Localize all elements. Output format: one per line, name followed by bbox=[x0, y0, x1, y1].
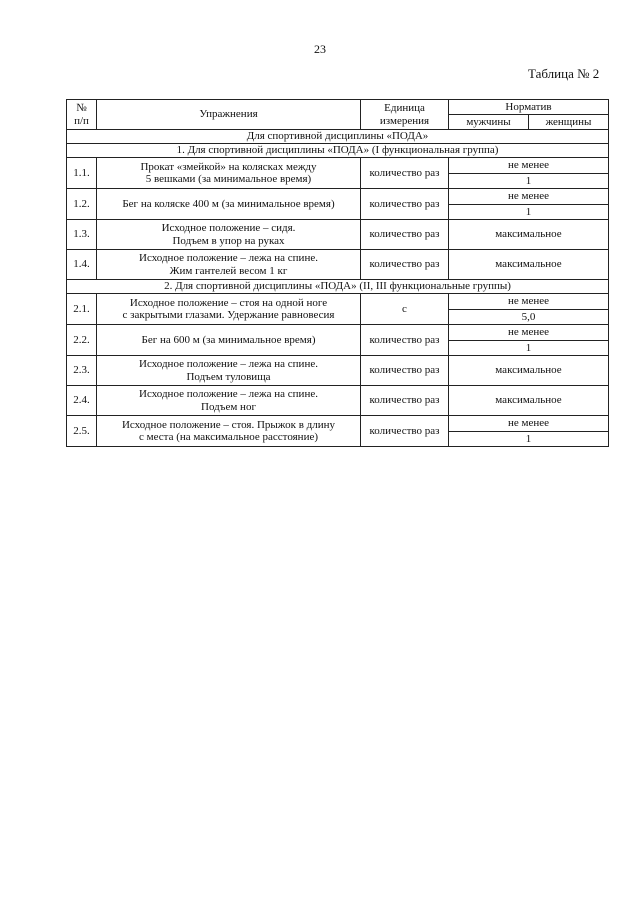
row-exercise: Бег на 600 м (за минимальное время) bbox=[97, 325, 361, 356]
row-number: 1.3. bbox=[67, 220, 97, 250]
row-number: 1.2. bbox=[67, 189, 97, 220]
row-exercise: Прокат «змейкой» на колясках между 5 вешками (за минимальное время) bbox=[97, 158, 361, 189]
row-number: 1.4. bbox=[67, 250, 97, 280]
table-row bbox=[67, 325, 609, 341]
row-unit: количество раз bbox=[361, 416, 449, 447]
page-number: 23 bbox=[314, 42, 326, 56]
header-men: мужчины bbox=[449, 115, 529, 130]
group-title-row bbox=[67, 144, 609, 158]
norms-table-body bbox=[67, 100, 609, 447]
table-row bbox=[67, 356, 609, 386]
row-unit: количество раз bbox=[361, 158, 449, 189]
row-exercise: Исходное положение – лежа на спине. Подъем ног bbox=[97, 386, 361, 416]
row-unit: количество раз bbox=[361, 220, 449, 250]
row-norm-value: 1 bbox=[449, 174, 609, 189]
row-number: 2.3. bbox=[67, 356, 97, 386]
discipline-title-row bbox=[67, 130, 609, 144]
row-norm-label: не менее bbox=[449, 158, 609, 174]
discipline-title: Для спортивной дисциплины «ПОДА» bbox=[67, 130, 609, 144]
row-norm-value: максимальное bbox=[449, 250, 609, 280]
group-title: 2. Для спортивной дисциплины «ПОДА» (II, III функциональные группы) bbox=[67, 280, 609, 294]
row-norm-value: максимальное bbox=[449, 220, 609, 250]
row-unit: количество раз bbox=[361, 356, 449, 386]
row-unit: количество раз bbox=[361, 325, 449, 356]
row-exercise: Исходное положение – лежа на спине. Подъем туловища bbox=[97, 356, 361, 386]
group-title-row bbox=[67, 280, 609, 294]
header-exercise: Упражнения bbox=[97, 100, 361, 130]
row-number: 1.1. bbox=[67, 158, 97, 189]
row-unit: количество раз bbox=[361, 189, 449, 220]
table-row bbox=[67, 250, 609, 280]
header-norm: Норматив bbox=[449, 100, 609, 115]
row-exercise: Бег на коляске 400 м (за минимальное время) bbox=[97, 189, 361, 220]
header-number: № п/п bbox=[67, 100, 97, 130]
row-number: 2.2. bbox=[67, 325, 97, 356]
row-norm-value: 1 bbox=[449, 341, 609, 356]
row-unit: с bbox=[361, 294, 449, 325]
table-row bbox=[67, 294, 609, 310]
group-title: 1. Для спортивной дисциплины «ПОДА» (I функциональная группа) bbox=[67, 144, 609, 158]
row-unit: количество раз bbox=[361, 386, 449, 416]
row-exercise: Исходное положение – сидя. Подъем в упор на руках bbox=[97, 220, 361, 250]
table-row bbox=[67, 158, 609, 174]
row-norm-label: не менее bbox=[449, 416, 609, 432]
row-norm-value: 1 bbox=[449, 205, 609, 220]
header-women: женщины bbox=[529, 115, 609, 130]
row-unit: количество раз bbox=[361, 250, 449, 280]
row-norm-value: 1 bbox=[449, 432, 609, 447]
row-number: 2.5. bbox=[67, 416, 97, 447]
header-unit: Единица измерения bbox=[361, 100, 449, 130]
row-exercise: Исходное положение – стоя на одной ноге с закрытыми глазами. Удержание равновесия bbox=[97, 294, 361, 325]
table-label: Таблица № 2 bbox=[528, 66, 600, 81]
row-norm-value: максимальное bbox=[449, 356, 609, 386]
table-row bbox=[67, 220, 609, 250]
row-exercise: Исходное положение – лежа на спине. Жим гантелей весом 1 кг bbox=[97, 250, 361, 280]
table-row bbox=[67, 416, 609, 432]
table-header-row bbox=[67, 100, 609, 115]
row-norm-label: не менее bbox=[449, 189, 609, 205]
row-number: 2.1. bbox=[67, 294, 97, 325]
table-row bbox=[67, 189, 609, 205]
row-exercise: Исходное положение – стоя. Прыжок в длину с места (на максимальное расстояние) bbox=[97, 416, 361, 447]
norms-table bbox=[66, 99, 609, 447]
row-norm-label: не менее bbox=[449, 325, 609, 341]
table-row bbox=[67, 386, 609, 416]
row-norm-value: 5,0 bbox=[449, 310, 609, 325]
row-number: 2.4. bbox=[67, 386, 97, 416]
row-norm-label: не менее bbox=[449, 294, 609, 310]
row-norm-value: максимальное bbox=[449, 386, 609, 416]
